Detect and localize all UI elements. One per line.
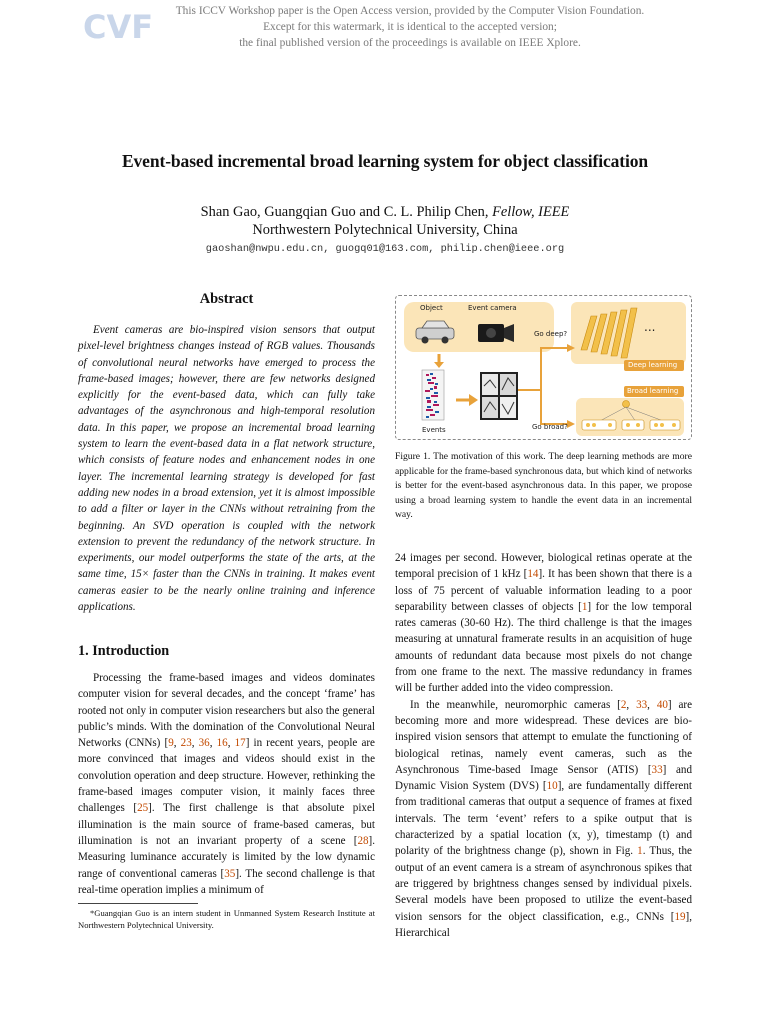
right-text-2c: ] and Dynamic Vision System (DVS) [ — [395, 763, 692, 793]
citation-link[interactable]: 28 — [357, 834, 369, 847]
label-event-camera: Event camera — [468, 304, 517, 312]
branch-arrow — [511, 344, 575, 430]
label-object: Object — [420, 304, 443, 312]
event-camera-icon — [474, 316, 516, 346]
right-text-2f: ], Hierarchical — [395, 910, 692, 939]
broad-network-icon — [576, 398, 684, 436]
right-text-2a: In the meanwhile, neuromorphic cameras [ — [410, 698, 621, 711]
label-go-deep: Go deep? — [534, 330, 568, 338]
citation-link[interactable]: 10 — [546, 780, 558, 793]
footnote-rule — [78, 903, 198, 904]
figure-1-caption: Figure 1. The motivation of this work. The deep learning methods are more applicable for the frame-based synchronous data, but which kind of networks is better for the event-based asynchronous data. In this paper, we propose using a broad learning system to handle the event data in an incremental way. — [395, 451, 692, 520]
car-icon — [414, 316, 456, 346]
author-fellow: Fellow, IEEE — [492, 204, 570, 220]
introduction-paragraph: Processing the frame-based images and videos dominates computer vision for several decades, and the concept ‘frame’ has rooted not only in computer vision researchers but also the general public’s minds. With the domination of the Convolutional Neural Networks (CNNs) [9, 23, 36, 16, 17] in recent years, people are more convinced that images and videos should exist in the convolution operation and deep structure. However, rethinking the frame-based images computer vision, it mainly faces three challenges [25]. The first challenge is that absolute pixel illumination is the main source of frame-based cameras, but illumination is not an invariant property of a scene [28]. Measuring luminance accurately is limited by the low dynamic range of conventional cameras [35]. The second challenge is that real-time operation implies a minimum of — [78, 672, 375, 896]
citation-link[interactable]: 33 — [636, 698, 648, 711]
citation-link[interactable]: 19 — [674, 910, 686, 923]
right-text-2d: ], are fundamentally different from traditional cameras that output a sequence of frames at fixed intervals. The term ‘event’ refers to a spike output that is characterized by a spatial location (x, y), timestamp (t) and polarity of the brightness change (p), shown in Fig. — [395, 780, 692, 858]
introduction-heading: 1. Introduction — [78, 643, 170, 659]
right-text-2b: ] are becoming more and more widespread. These devices are bio-inspired vision sensors that attempt to emulate the functioning of biological retinas, namely event cameras, such as the Asynchronous Time-based Image Sensor (ATIS) [ — [395, 698, 693, 776]
arrow-down — [432, 354, 446, 368]
citation-link[interactable]: 9 — [168, 737, 174, 750]
arrow-right — [456, 394, 478, 406]
citation-link[interactable]: 36 — [198, 737, 210, 750]
author-emails: gaoshan@nwpu.edu.cn, guogq01@163.com, philip.chen@ieee.org — [205, 243, 565, 255]
citation-link[interactable]: 1 — [581, 600, 588, 613]
right-column-text — [395, 550, 692, 941]
watermark-line-2: Except for this watermark, it is identical to the accepted version; — [263, 21, 557, 33]
label-go-broad: Go broad? — [532, 423, 568, 431]
citation-link[interactable]: 17 — [234, 737, 246, 750]
event-stream-icon — [418, 368, 452, 424]
citation-link[interactable]: 23 — [180, 737, 192, 750]
label-events: Events — [422, 426, 446, 434]
right-text-1c: ] for the low temporal rates cameras (30-60 Hz). The third challenge is that the images measuring at unnatural framerate results in an acquisition of huge amounts of redundant data because most pixels do not change from one frame to the next. The massive redundancy in frames will be further added into the video compression. — [395, 600, 692, 695]
intro-text-c: ]. The first challenge is that absolute pixel illumination is the main source of frame-based cameras, but illumination is not an invariant property of a scene [ — [78, 802, 375, 847]
citation-link[interactable]: 35 — [224, 867, 236, 880]
citation-link[interactable]: 33 — [651, 763, 663, 776]
figure-1 — [395, 295, 692, 440]
citation-link[interactable]: 2 — [620, 698, 627, 711]
cvf-logo-text: CVF — [83, 8, 154, 46]
cvf-logo — [83, 8, 154, 46]
watermark-notice — [150, 3, 670, 51]
intro-text-e: ]. The second challenge is that real-time operation implies a minimum of — [78, 867, 375, 896]
body-paragraph — [395, 550, 692, 697]
abstract-heading: Abstract — [199, 291, 254, 307]
watermark-line-1: This ICCV Workshop paper is the Open Access version, provided by the Computer Vision Foundation. — [175, 5, 645, 17]
footnote: *Guangqian Guo is an intern student in Unmanned System Research Institute at Northwestern Polytechnical University. — [78, 908, 375, 930]
figure-reference-link[interactable]: 1 — [637, 845, 643, 858]
deep-network-icon — [571, 302, 686, 364]
intro-text-a: Processing the frame-based images and videos dominates computer vision for several decades, and the concept ‘frame’ has rooted not only in computer vision researchers but also the general public’s minds. With the domination of the Convolutional Neural Networks (CNNs) [ — [78, 672, 375, 750]
right-text-2e: . Thus, the output of an event camera is a stream of asynchronous spikes that are triggered by brightness changes sensed by individual pixels. Several models have been proposed to utilize the event-based vision sensors for the object classification, e.g., CNNs [ — [395, 845, 692, 923]
right-text-1a: 24 images per second. However, biological retinas operate at the temporal precision of 1 kHz [ — [395, 552, 692, 581]
citation-link[interactable]: 25 — [137, 802, 149, 815]
label-deep-dots: ... — [644, 320, 656, 334]
paper-title: Event-based incremental broad learning system for object classification — [121, 151, 649, 171]
abstract-text: Event cameras are bio-inspired vision sensors that output pixel-level brightness changes instead of RGB values. Thousands of convolutional neural networks have emerged to process the frame-based images; however, there are few networks designed explicitly for the event-based data, which can fully take advantages of the asynchronous and high-temporal resolution data. In this paper, we propose an incremental broad learning system to learn the event-based data in a flat network structure, which consists of feature nodes and enhancement nodes in one layer. The incremental learning strategy is developed for fast adding new nodes in a broad extension, yet it is almost impossible to add a filter or layer in the CNNs without retraining from the beginning. An SVD operation is coupled with the network extension to prevent the redundancy of the network structure. In experiments, our model outperforms the state of the arts, at the same time, 15× faster than the CNNs in training. It makes event cameras easier to be the nearly online training and inference applications. — [78, 324, 375, 614]
citation-link[interactable]: 16 — [216, 737, 228, 750]
label-deep-learning: Deep learning — [628, 361, 678, 369]
right-text-1b: ]. It has been shown that there is a loss of 75 percent of valuable information leading to a poor separability between classes of objects [ — [395, 568, 692, 613]
intro-text-d: ]. Measuring luminance accurately is limited by the low dynamic range of conventional cameras [ — [78, 834, 375, 880]
author-names: Shan Gao, Guangqian Guo and C. L. Philip Chen, — [200, 204, 493, 220]
citation-link[interactable]: 14 — [527, 568, 539, 581]
author-affiliation: Northwestern Polytechnical University, China — [252, 222, 518, 238]
intro-text-b: ] in recent years, people are more convinced that images and videos should exist in the convolution operation and deep structure. However, rethinking the frame-based images computer vision, it mainly faces three challenges [ — [78, 737, 375, 815]
body-paragraph: In the meanwhile, neuromorphic cameras [2, 33, 40] are becoming more and more widespread. These devices are bio-inspired vision sensors that attempt to emulate the functioning of biological retinas, namely event cameras, such as the Asynchronous Time-based Image Sensor (ATIS) [33] and Dynamic Vision System (DVS) [10], are fundamentally different from traditional cameras that output a sequence of frames at fixed intervals. The term ‘event’ refers to a spike output that is characterized by a spatial location (x, y), timestamp (t) and polarity of the brightness change (p), shown in Fig. 1. Thus, the output of an event camera is a stream of asynchronous spikes that are triggered by brightness changes sensed by individual pixels. Several models have been proposed to utilize the event-based vision sensors for the object classification, e.g., CNNs [19], Hierarchical — [395, 698, 693, 939]
watermark-line-3: the final published version of the proceedings is available on IEEE Xplore. — [239, 37, 581, 49]
citation-link[interactable]: 40 — [656, 698, 668, 711]
label-broad-learning: Broad learning — [627, 387, 679, 395]
event-frames-icon — [480, 372, 518, 420]
author-list — [0, 204, 770, 221]
